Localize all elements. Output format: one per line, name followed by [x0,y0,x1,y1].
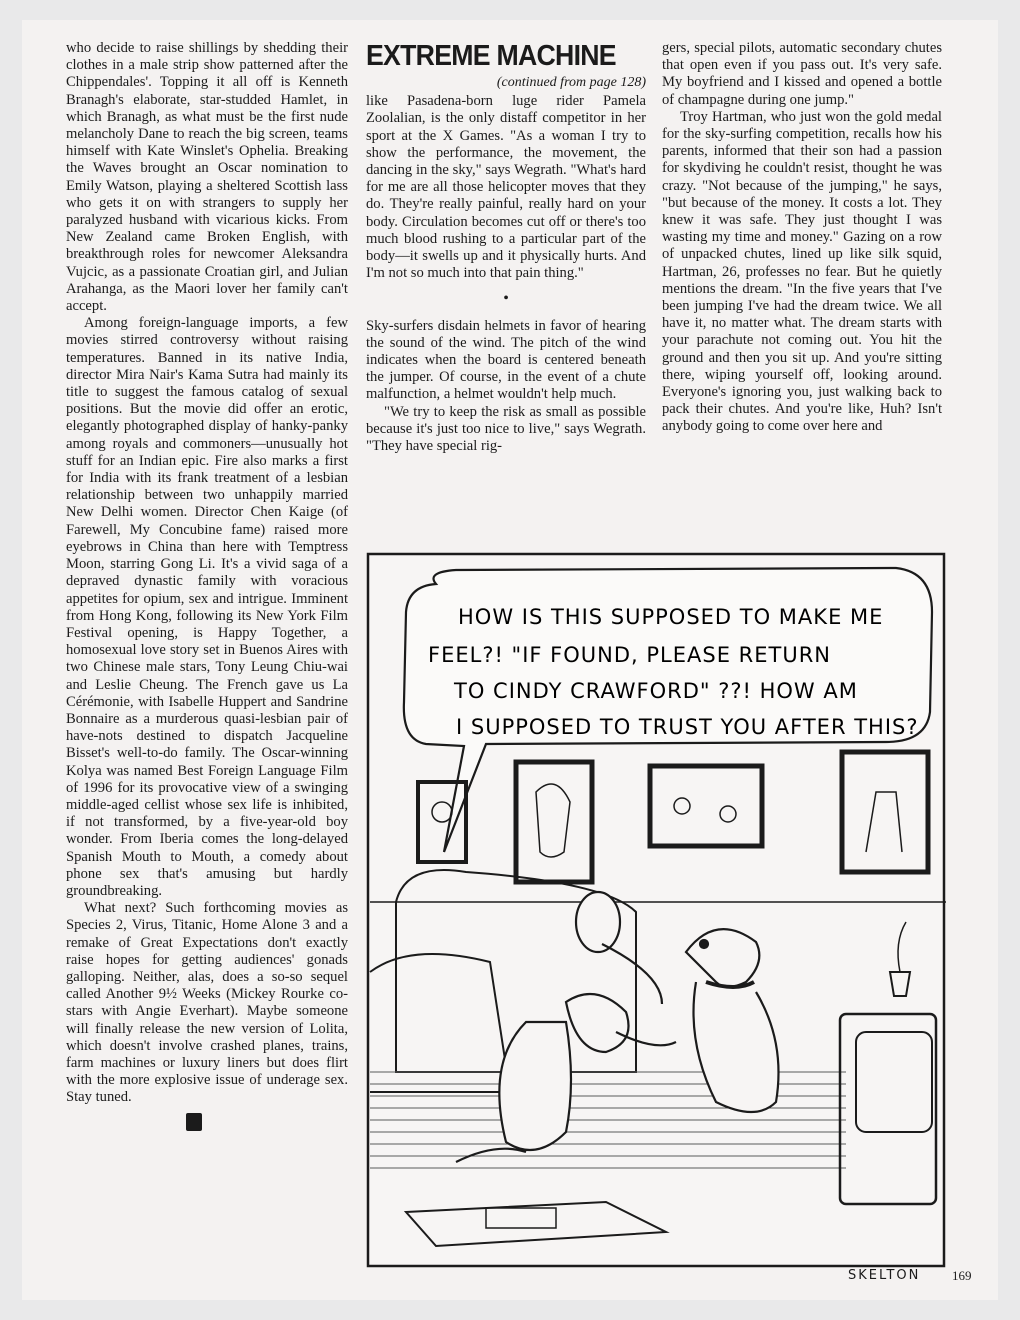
article-headline: EXTREME MACHINE [366,40,616,72]
article-column-right [662,40,942,436]
paragraph: What next? Such forthcoming movies as Species 2, Virus, Titanic, Home Alone 3 and a remake of Great Expectations don't exactly raise hopes for getting audiences' gonads galloping. Neither, alas, does a so-so sequel called Another 9½ Weeks (Mickey Rourke co-stars with Angie Everhart). Maybe someone will finally release the new version of Lolita, which doesn't involve crashed planes, trains, farm machines or luxury liners but does flirt with the more explosive issue of underage sex. Stay tuned. [66,900,348,1106]
paragraph: gers, special pilots, automatic secondary chutes that open even if you pass out. It's very safe. My boyfriend and I kissed and opened a bottle of champagne during one jump." [662,40,942,108]
page-number: 169 [952,1268,972,1283]
cartoon-illustration [366,552,948,1272]
magazine-page [22,20,998,1300]
article-column-left [66,40,348,1136]
cartoon-drawing [366,552,948,1272]
paragraph: Troy Hartman, who just won the gold medal for the sky-surfing competition, recalls how his parents, informed that their son had a passion for skydiving he couldn't resist, thought he was crazy. "Not because of the jumping," he says, "but because of the money. It costs a lot. They knew it was safe. They just thought I was wasting my time and money." Gazing on a row of unpacked chutes, lined up like silk squid, Hartman, 26, professes no fear. But he quietly mentions the dream. "In the five years that I've been jumping I've had the dream twice. We all have it, no matter what. The dream starts with your parachute not coming out. You hit the ground and then you sit up. And you're sitting there, wiping yourself off, looking around. Everyone's ignoring you, just walking back to pack their chutes. And you're like, Huh? Isn't anybody going to come over here and [662,108,942,435]
paragraph: like Pasadena-born luge rider Pamela Zoolalian, is the only distaff competitor in her sport at the X Games. "As a woman I try to show the performance, the movement, the dancing in the sky," says Wegrath. "What's hard for me are all those helicopter moves that they do. They're really painful, really hard on your body. Circulation becomes cut off or there's too much blood rushing to a particular part of the body—it swells up and it physically hurts. And I'm not so much into that pain thing." [366,93,646,282]
paragraph: Among foreign-language imports, a few movies stirred controversy without raising temperatures. Banned in its native India, director Mira Nair's Kama Sutra had mainly its title to suggest the famous catalog of sexual positions. But the movie did offer an erotic, elegantly photographed display of hanky-panky among royals and commoners—unusually hot stuff for an Indian epic. Fire also marks a first for India with its frank treatment of a lesbian relationship between two unhappily married New Delhi women. Director Chen Kaige (of Farewell, My Concubine fame) raised more eyebrows in China than here with Temptress Moon, starring Gong Li. It's a vivid saga of a depraved dynastic family with voracious appetites for opium, sex and intrigue. Imminent from Hong Kong, following its New York Film Festival opening, is Happy Together, a homosexual love story set in Buenos Aires with two Chinese male stars, Tony Leung Chiu-wai and Leslie Cheung. The French gave us La Cérémonie, with Isabelle Huppert and Sandrine Bonnaire as a murderous quasi-lesbian pair of have-nots destined to dispatch Jacqueline Bisset's well-to-do family. The Oscar-winning Kolya was named Best Foreign Language Film of 1996 for its provocative view of a swinging middle-aged cellist whose sex life is inhibited, if not transformed, by a five-year-old boy wonder. From Iberia comes the long-delayed Spanish Mouth to Mouth, a comedy about phone sex that's amusing but hardly groundbreaking. [66,315,348,899]
continued-note: (continued from page 128) [496,75,646,90]
cartoonist-signature: SKELTON [848,1268,921,1283]
paragraph: Sky-surfers disdain helmets in favor of hearing the sound of the wind. The pitch of the wind indicates when the board is centered beneath the jumper. Of course, in the event of a chute malfunction, a helmet wouldn't help much. [366,317,646,403]
playboy-bunny-icon [186,1113,202,1131]
article-column-middle [366,40,646,455]
caption-line-3: TO CINDY CRAWFORD" ??! HOW AM [454,679,858,703]
section-separator: • [503,290,509,308]
caption-line-4: I SUPPOSED TO TRUST YOU AFTER THIS? [456,715,919,739]
paragraph: who decide to raise shillings by shedding their clothes in a male strip show patterned after the Chippendales'. Topping it all off is Kenneth Branagh's elaborate, star-studded Hamlet, in which Branagh, as what must be the first nude melancholy Dane to reach the big screen, teams himself with Kate Winslet's Ophelia. Breaking the Waves brought an Oscar nomination to Emily Watson, playing a sheltered Scottish lass who gets it on with strangers to supply her paralyzed husband with vicarious kicks. From New Zealand came Broken English, with breakthrough roles for newcomer Aleksandra Vujcic, as a passionate Croatian girl, and Julian Arahanga, as the Maori lover her family can't accept. [66,40,348,315]
paragraph: "We try to keep the risk as small as possible because it's just too nice to live," says Wegrath. "They have special rig- [366,403,646,455]
caption-line-1: HOW IS THIS SUPPOSED TO MAKE ME [458,605,884,629]
caption-line-2: FEEL?! "IF FOUND, PLEASE RETURN [428,643,832,667]
